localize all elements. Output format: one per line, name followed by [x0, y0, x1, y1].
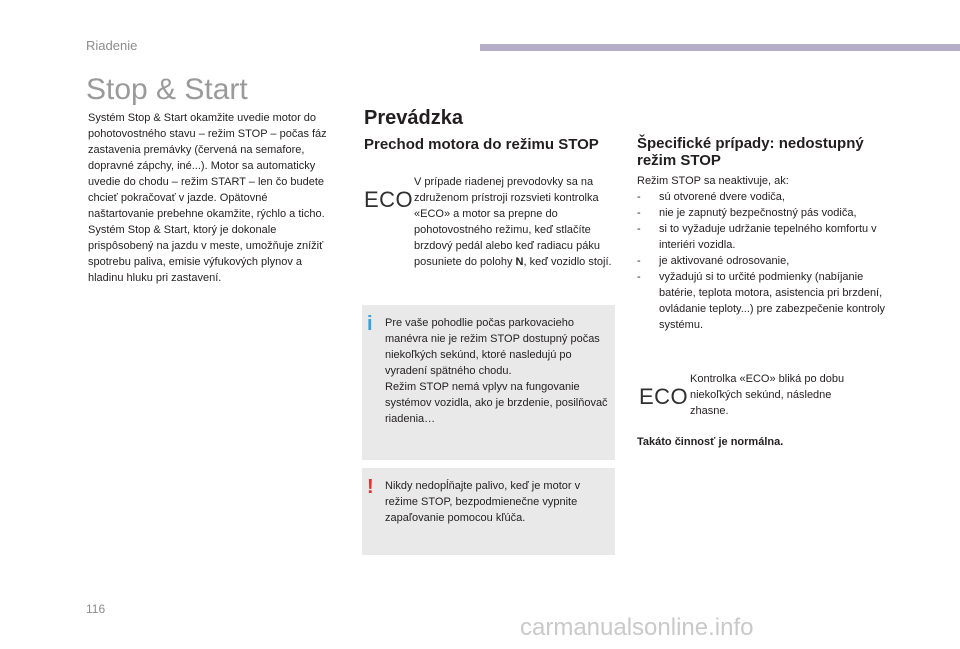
- info-note: [362, 305, 615, 460]
- list-item: - vyžadujú si to určité podmienky (nabíjanie batérie, teplota motora, asistencia pri brzdení, ovládanie teploty...) pre zabezpečenie kontroly systému.: [637, 269, 897, 333]
- section-heading-operation: Prevádzka: [364, 107, 463, 129]
- intro-text: [88, 110, 333, 286]
- header-divider: [480, 44, 960, 51]
- intro-paragraph-2: Systém Stop & Start, ktorý je dokonale prispôsobený na jazdu v meste, umožňuje znížiť spotrebu paliva, emisie výfukových plynov a hladinu hluku pri zastavení.: [88, 224, 324, 284]
- info-note-line-2: Režim STOP nemá vplyv na fungovanie systémov vozidla, ako je brzdenie, posilňovač riadenia…: [385, 381, 608, 425]
- list-item: - nie je zapnutý bezpečnostný pás vodiča,: [637, 205, 897, 221]
- info-note-line-1: Pre vaše pohodlie počas parkovacieho manévra nie je režim STOP dostupný počas niekoľkých sekúnd, ktoré nasledujú po vyradení spätného chodu.: [385, 317, 600, 377]
- eco-blink-text: Kontrolka «ECO» bliká po dobu niekoľkých sekúnd, následne zhasne.: [690, 373, 845, 417]
- subheading-special-cases: Špecifické prípady: nedostupný režim STOP: [637, 135, 864, 169]
- warning-note: [362, 468, 615, 555]
- chapter-label: Riadenie: [86, 38, 138, 53]
- info-icon: i: [367, 313, 373, 335]
- stop-mode-text: [414, 174, 614, 270]
- intro-paragraph-1: Systém Stop & Start okamžite uvedie motor do pohotovostného stavu – režim STOP – počas fáz zastavenia premávky (červená na semafore, dopravné zápchy, iné...). Motor sa automaticky uvedie do chodu – režim START – len čo budete chcieť pokračovať v jazde. Opätovné naštartovanie prebehne okamžite, rýchlo a ticho.: [88, 112, 327, 220]
- page-title: Stop & Start: [86, 73, 248, 106]
- stop-text-part-a: V prípade riadenej prevodovky sa na združenom prístroji rozsvieti kontrolka «ECO» a motor sa prepne do pohotovostného režimu, keď stlačíte brzdový pedál alebo keď radiacu páku posuniete do polohy: [414, 176, 600, 268]
- warning-icon: !: [367, 476, 374, 498]
- page-number: 116: [86, 602, 106, 616]
- info-note-text: [385, 315, 610, 427]
- warning-note-text: Nikdy nedopĺňajte palivo, keď je motor v režime STOP, bezpodmienečne vypnite zapaľovanie pomocou kľúča.: [385, 480, 581, 524]
- list-item: - je aktivované odrosovanie,: [637, 253, 897, 269]
- stop-text-part-b: , keď vozidlo stojí.: [523, 256, 612, 268]
- list-item: - sú otvorené dvere vodiča,: [637, 189, 897, 205]
- conditions-list: [637, 189, 897, 333]
- conditions-intro: Režim STOP sa neaktivuje, ak:: [637, 175, 789, 187]
- eco-indicator-icon-blinking: ECO: [639, 384, 689, 409]
- normal-operation-text: Takáto činnosť je normálna.: [637, 436, 784, 448]
- list-item: - si to vyžaduje udržanie tepelného komfortu v interiéri vozidla.: [637, 221, 897, 253]
- subheading-stop-mode: Prechod motora do režimu STOP: [364, 136, 599, 153]
- watermark: carmanualsonline.info: [520, 614, 754, 641]
- eco-indicator-icon: ECO: [364, 187, 414, 212]
- neutral-position: N: [515, 256, 524, 268]
